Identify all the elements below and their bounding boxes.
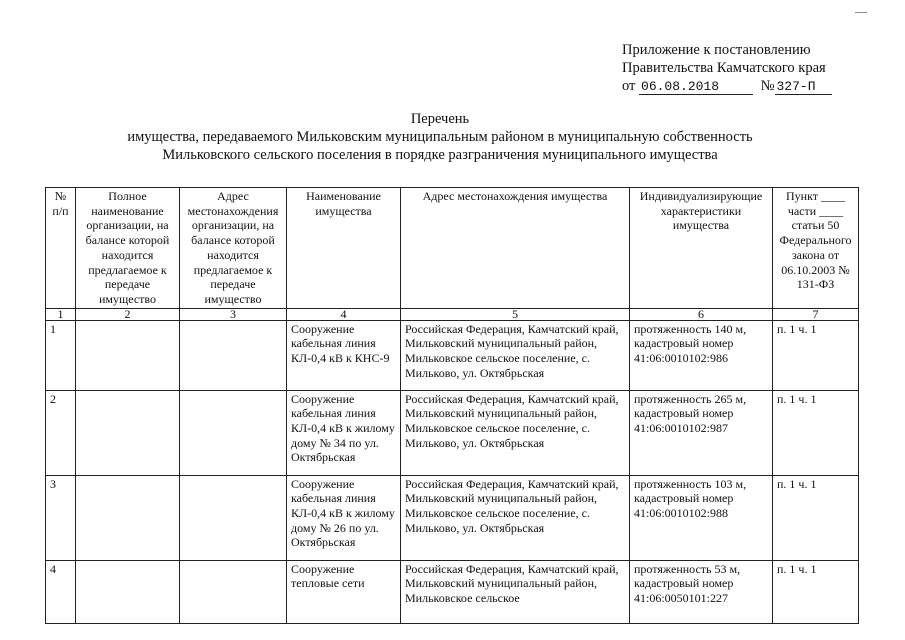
title-line-3: Мильковского сельского поселения в порядке разграничения муниципального имущества — [162, 147, 718, 163]
appendix-line-1: Приложение к постановлению — [622, 42, 811, 58]
row-num: 3 — [46, 475, 76, 560]
row-org-name — [76, 560, 180, 623]
row-property-address: Российская Федерация, Камчатский край, Мильковский муниципальный район, Мильковское сельское поселение, с. Мильково, ул. Октябрьская — [401, 320, 630, 390]
scan-mark — [855, 12, 867, 13]
row-law-clause: п. 1 ч. 1 — [773, 320, 859, 390]
header-org-name: Полное наименование организации, на балансе которой находится предлагаемое к передаче имущество — [76, 188, 180, 309]
document-title — [40, 110, 840, 164]
column-index: 4 — [287, 308, 401, 320]
column-index: 3 — [180, 308, 287, 320]
appendix-line-2: Правительства Камчатского края — [622, 60, 826, 76]
row-law-clause: п. 1 ч. 1 — [773, 390, 859, 475]
column-index: 5 — [401, 308, 630, 320]
row-num: 4 — [46, 560, 76, 623]
row-property-address: Российская Федерация, Камчатский край, Мильковский муниципальный район, Мильковское сельское поселение, с. Мильково, ул. Октябрьская — [401, 475, 630, 560]
table-row — [46, 320, 859, 390]
header-property-address: Адрес местонахождения имущества — [401, 188, 630, 309]
row-org-name — [76, 320, 180, 390]
row-property-address: Российская Федерация, Камчатский край, Мильковский муниципальный район, Мильковское сельское — [401, 560, 630, 623]
row-property-name: Сооружение кабельная линия КЛ-0,4 кВ к КНС-9 — [287, 320, 401, 390]
appendix-number-sign: № — [760, 78, 775, 94]
row-property-address: Российская Федерация, Камчатский край, Мильковский муниципальный район, Мильковское сельское поселение, с. Мильково, ул. Октябрьская — [401, 390, 630, 475]
row-property-name: Сооружение кабельная линия КЛ-0,4 кВ к жилому дому № 34 по ул. Октябрьская — [287, 390, 401, 475]
row-org-name — [76, 390, 180, 475]
row-characteristics: протяженность 265 м, кадастровый номер 41:06:0010102:987 — [630, 390, 773, 475]
appendix-block — [622, 41, 882, 95]
table-row — [46, 560, 859, 623]
row-law-clause: п. 1 ч. 1 — [773, 560, 859, 623]
column-index: 2 — [76, 308, 180, 320]
row-law-clause: п. 1 ч. 1 — [773, 475, 859, 560]
header-org-address: Адрес местонахождения организации, на балансе которой находится предлагаемое к передаче имущество — [180, 188, 287, 309]
table-row — [46, 390, 859, 475]
title-line-1: Перечень — [410, 111, 470, 127]
row-property-name: Сооружение тепловые сети — [287, 560, 401, 623]
row-characteristics: протяженность 140 м, кадастровый номер 41:06:0010102:986 — [630, 320, 773, 390]
appendix-date-value: 06.08.2018 — [639, 80, 753, 95]
row-org-name — [76, 475, 180, 560]
header-law-clause: Пункт ____ части ____ статьи 50 Федерального закона от 06.10.2003 № 131-ФЗ — [773, 188, 859, 309]
column-index: 6 — [630, 308, 773, 320]
property-table — [45, 187, 859, 624]
row-num: 1 — [46, 320, 76, 390]
row-org-address — [180, 390, 287, 475]
column-index-row — [46, 308, 859, 320]
header-property-name: Наименование имущества — [287, 188, 401, 309]
title-line-2: имущества, передаваемого Мильковским муниципальным районом в муниципальную собственность — [127, 129, 753, 145]
header-num: № п/п — [46, 188, 76, 309]
appendix-date-prefix: от — [622, 78, 636, 94]
column-index: 1 — [46, 308, 76, 320]
row-num: 2 — [46, 390, 76, 475]
appendix-date-line — [622, 77, 882, 95]
table-header-row — [46, 188, 859, 309]
row-org-address — [180, 560, 287, 623]
row-characteristics: протяженность 53 м, кадастровый номер 41:06:0050101:227 — [630, 560, 773, 623]
row-org-address — [180, 320, 287, 390]
appendix-number-value: 327-П — [775, 80, 832, 95]
header-characteristics: Индивидуализирующие характеристики имущества — [630, 188, 773, 309]
row-org-address — [180, 475, 287, 560]
row-property-name: Сооружение кабельная линия КЛ-0,4 кВ к жилому дому № 26 по ул. Октябрьская — [287, 475, 401, 560]
table-row — [46, 475, 859, 560]
row-characteristics: протяженность 103 м, кадастровый номер 41:06:0010102:988 — [630, 475, 773, 560]
column-index: 7 — [773, 308, 859, 320]
